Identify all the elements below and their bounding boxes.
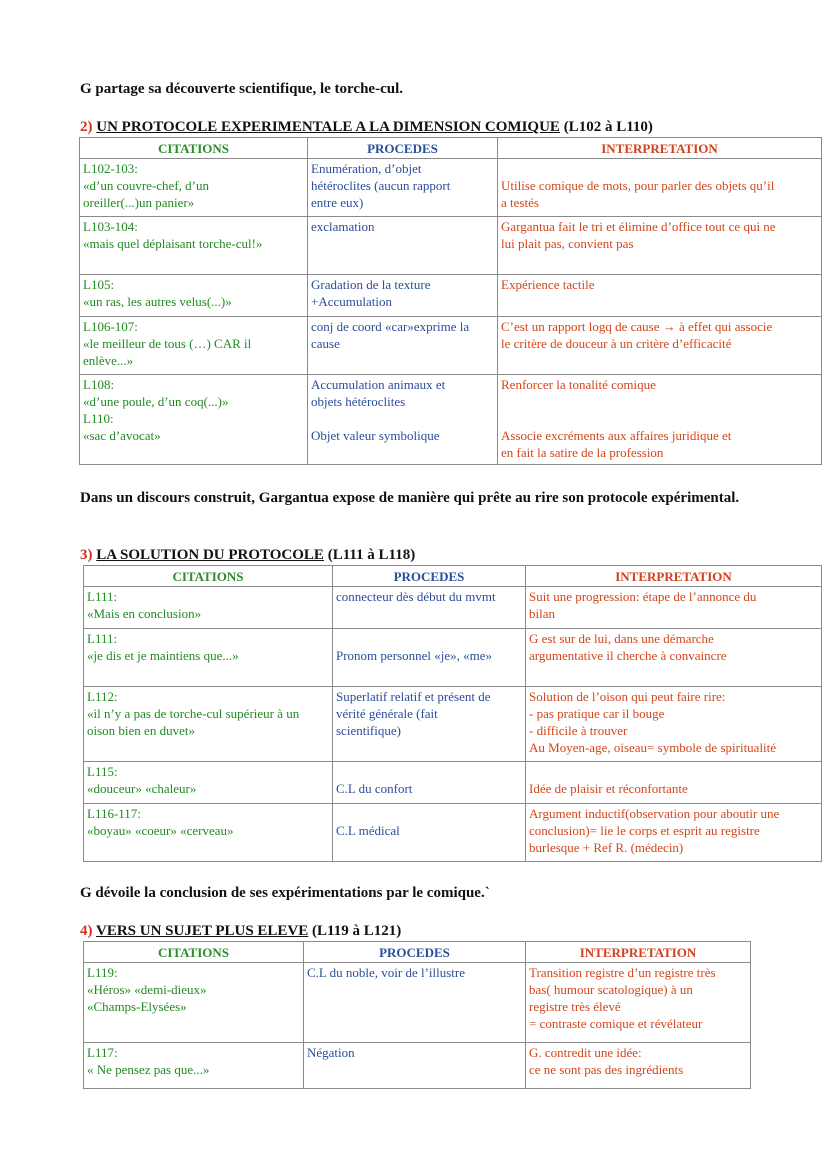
table-row [84, 587, 822, 629]
cell-line [501, 410, 818, 427]
table-row [84, 687, 822, 762]
cell-line: entre eux) [311, 195, 364, 210]
cell-line: Suit une progression: étape de l’annonce du [529, 589, 757, 604]
citation-cell [80, 217, 308, 275]
cell-line: Superlatif relatif et présent de [336, 689, 491, 704]
header-procedes: PROCEDES [308, 138, 498, 159]
cell-line: - difficile à trouver [529, 723, 628, 738]
interpretation-cell [498, 159, 822, 217]
procede-cell [333, 804, 526, 862]
cell-line: L108: [83, 377, 115, 392]
procede-cell [308, 217, 498, 275]
cell-line: conj de coord «car»exprime la [311, 319, 470, 334]
procede-cell [308, 275, 498, 317]
section-4-number: 4) [80, 923, 93, 939]
interpretation-cell [498, 375, 822, 465]
interpretation-cell [498, 217, 822, 275]
cell-line: Accumulation animaux et [311, 377, 446, 392]
cell-line: L111: [87, 589, 118, 604]
procede-cell [308, 159, 498, 217]
cell-line: Négation [307, 1045, 355, 1060]
citation-cell [80, 317, 308, 375]
interpretation-cell [498, 275, 822, 317]
citation-cell [84, 762, 333, 804]
cell-line: a testés [501, 195, 539, 210]
table-row [84, 629, 822, 687]
cell-line: Objet valeur symbolique [311, 428, 440, 443]
procede-cell [333, 587, 526, 629]
cell-line: = contraste comique et révélateur [529, 1016, 703, 1031]
citation-cell [84, 587, 333, 629]
interpretation-cell [526, 587, 822, 629]
cell-line: exclamation [311, 219, 375, 234]
interpretation-cell [526, 1043, 751, 1089]
cell-line: Idée de plaisir et réconfortante [529, 781, 688, 796]
citation-cell [84, 804, 333, 862]
cell-line: +Accumulation [311, 294, 392, 309]
cell-line: Solution de l’oison qui peut faire rire: [529, 689, 726, 704]
cell-line: G est sur de lui, dans une démarche [529, 631, 714, 646]
cell-line: L111: [87, 631, 118, 646]
procede-cell [304, 1043, 526, 1089]
section-2-range: (L102 à L110) [559, 119, 653, 135]
citation-cell [80, 275, 308, 317]
table-row [80, 159, 822, 217]
procede-cell [333, 687, 526, 762]
citation-cell [84, 687, 333, 762]
table-row [80, 317, 822, 375]
cell-line: «sac d’avocat» [83, 428, 161, 443]
interpretation-cell [526, 804, 822, 862]
cell-line: oreiller(...)un panier» [83, 195, 195, 210]
intro-line-3: G dévoile la conclusion de ses expérimentations par le comique.` [80, 885, 490, 901]
cell-line: L116-117: [87, 806, 141, 821]
cell-line: G. contredit une idée: [529, 1045, 642, 1060]
cell-line: «un ras, les autres velus(...)» [83, 294, 232, 309]
cell-line: en fait la satire de la profession [501, 445, 664, 460]
interpretation-cell [498, 317, 822, 375]
cell-line: Gargantua fait le tri et élimine d’office tout ce qui ne [501, 219, 776, 234]
cell-line: C.L du noble, voir de l’illustre [307, 965, 466, 980]
cell-line: «d’une poule, d’un coq(...)» [83, 394, 229, 409]
cell-line: «douceur» «chaleur» [87, 781, 197, 796]
cell-line: C.L médical [336, 823, 400, 838]
section-3-title [80, 546, 415, 564]
interpretation-cell [526, 629, 822, 687]
cell-line: Argument inductif(observation pour aboutir une [529, 806, 780, 821]
table-section-2 [79, 137, 822, 465]
cell-line: C.L du confort [336, 781, 413, 796]
procede-cell [308, 317, 498, 375]
cell-line [311, 410, 494, 427]
cell-line: L106-107: [83, 319, 138, 334]
cell-line: L110: [83, 411, 114, 426]
cell-line: argumentative il cherche à convaincre [529, 648, 727, 663]
cell-line: vérité générale (fait [336, 706, 438, 721]
citation-cell [80, 159, 308, 217]
cell-line: oison bien en duvet» [87, 723, 195, 738]
table-row [80, 217, 822, 275]
citation-cell [84, 963, 304, 1043]
cell-line: «Champs-Elysées» [87, 999, 187, 1014]
cell-line [336, 805, 522, 822]
cell-line: «le meilleur de tous (…) CAR il [83, 336, 252, 351]
cell-line: «je dis et je maintiens que...» [87, 648, 239, 663]
cell-line: scientifique) [336, 723, 401, 738]
intro-line-2: Dans un discours construit, Gargantua expose de manière qui prête au rire son protocole expérimental. [80, 490, 740, 506]
table-row [84, 804, 822, 862]
procede-cell [308, 375, 498, 465]
cell-line: bilan [529, 606, 555, 621]
cell-line: L115: [87, 764, 118, 779]
cell-line: C’est un rapport logq de cause → à effet qui associe [501, 319, 773, 334]
cell-line: L105: [83, 277, 115, 292]
procede-cell [304, 963, 526, 1043]
section-3-heading: LA SOLUTION DU PROTOCOLE [96, 547, 324, 563]
table-row [80, 275, 822, 317]
cell-line: enlève...» [83, 353, 134, 368]
citation-cell [84, 629, 333, 687]
intro-line-1: G partage sa découverte scientifique, le torche-cul. [80, 81, 403, 97]
table-row [80, 375, 822, 465]
section-2-heading: UN PROTOCOLE EXPERIMENTALE A LA DIMENSION COMIQUE [96, 119, 560, 135]
section-3-range: (L111 à L118) [323, 547, 416, 563]
section-4-range: (L119 à L121) [308, 923, 402, 939]
header-citations: CITATIONS [80, 138, 308, 159]
cell-line: L102-103: [83, 161, 138, 176]
interpretation-cell [526, 762, 822, 804]
cell-line: Associe excréments aux affaires juridique et [501, 428, 732, 443]
citation-cell [80, 375, 308, 465]
table-row [84, 1043, 751, 1089]
cell-line: «mais quel déplaisant torche-cul!» [83, 236, 263, 251]
table-section-4 [83, 941, 751, 1089]
header-interpretation: INTERPRETATION [498, 138, 822, 159]
cell-line [336, 763, 522, 780]
section-4-heading: VERS UN SUJET PLUS ELEVE [95, 923, 309, 939]
cell-line: «d’un couvre-chef, d’un [83, 178, 209, 193]
section-3-number: 3) [80, 547, 93, 563]
cell-line: «boyau» «coeur» «cerveau» [87, 823, 234, 838]
table-section-3 [83, 565, 822, 862]
cell-line: - pas pratique car il bouge [529, 706, 665, 721]
header-citations: CITATIONS [84, 566, 333, 587]
interpretation-cell [526, 687, 822, 762]
cell-line: «il n’y a pas de torche-cul supérieur à un [87, 706, 300, 721]
section-2-number: 2) [80, 119, 93, 135]
cell-line: conclusion)= lie le corps et esprit au registre [529, 823, 760, 838]
header-citations: CITATIONS [84, 942, 304, 963]
header-interpretation: INTERPRETATION [526, 942, 751, 963]
interpretation-cell [526, 963, 751, 1043]
section-2-title [80, 118, 653, 136]
cell-line: objets hétéroclites [311, 394, 406, 409]
cell-line [336, 630, 522, 647]
cell-line: hétéroclites (aucun rapport [311, 178, 451, 193]
cell-line: Transition registre d’un registre très [529, 965, 716, 980]
cell-line: Utilise comique de mots, pour parler des objets qu’il [501, 178, 775, 193]
cell-line: L117: [87, 1045, 118, 1060]
cell-line [529, 763, 818, 780]
cell-line: « Ne pensez pas que...» [87, 1062, 210, 1077]
header-interpretation: INTERPRETATION [526, 566, 822, 587]
table-row [84, 963, 751, 1043]
cell-line: Gradation de la texture [311, 277, 431, 292]
citation-cell [84, 1043, 304, 1089]
cell-line: L112: [87, 689, 118, 704]
cell-line: «Mais en conclusion» [87, 606, 202, 621]
cell-line: L119: [87, 965, 118, 980]
cell-line [501, 160, 818, 177]
cell-line: cause [311, 336, 340, 351]
cell-line: Renforcer la tonalité comique [501, 377, 656, 392]
header-procedes: PROCEDES [333, 566, 526, 587]
cell-line: registre très élevé [529, 999, 621, 1014]
cell-line: L103-104: [83, 219, 138, 234]
table-row [84, 762, 822, 804]
cell-line [501, 393, 818, 410]
cell-line: bas( humour scatologique) à un [529, 982, 693, 997]
procede-cell [333, 762, 526, 804]
cell-line: connecteur dès début du mvmt [336, 589, 496, 604]
cell-line: Pronom personnel «je», «me» [336, 648, 492, 663]
section-4-title [80, 922, 401, 940]
cell-line: Enumération, d’objet [311, 161, 422, 176]
cell-line: ce ne sont pas des ingrédients [529, 1062, 684, 1077]
cell-line: Au Moyen-age, oiseau= symbole de spiritualité [529, 740, 777, 755]
header-procedes: PROCEDES [304, 942, 526, 963]
cell-line: le critère de douceur à un critère d’efficacité [501, 336, 732, 351]
cell-line: lui plait pas, convient pas [501, 236, 634, 251]
cell-line: Expérience tactile [501, 277, 595, 292]
cell-line: «Héros» «demi-dieux» [87, 982, 207, 997]
cell-line: burlesque + Ref R. (médecin) [529, 840, 684, 855]
procede-cell [333, 629, 526, 687]
